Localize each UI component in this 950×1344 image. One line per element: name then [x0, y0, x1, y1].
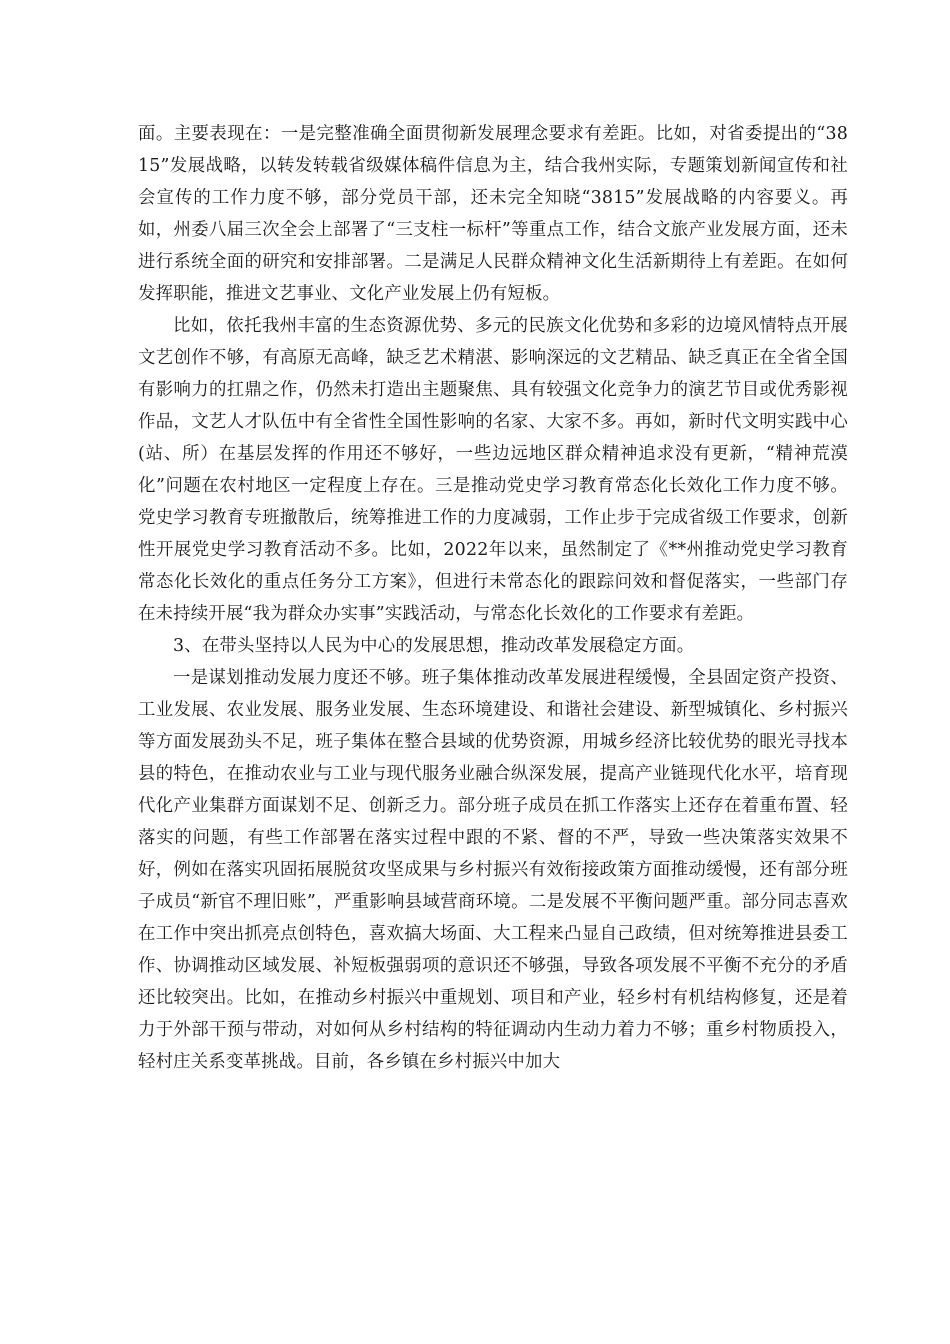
- paragraph-continuation: 面。主要表现在：一是完整准确全面贯彻新发展理念要求有差距。比如，对省委提出的“3815”发展战略，以转发转载省级媒体稿件信息为主，结合我州实际，专题策划新闻宣传和社会宣传的工作力度不够，部分党员干部，还未完全知晓“3815”发展战略的内容要义。再如，州委八届三次全会上部署了“三支柱一标杆”等重点工作，结合文旅产业发展方面，还未进行系统全面的研究和安排部署。二是满足人民群众精神文化生活新期待上有差距。在如何发挥职能，推进文艺事业、文化产业发展上仍有短板。: [138, 124, 848, 304]
- document-body: [138, 118, 848, 1078]
- section-heading-3: 3、在带头坚持以人民为中心的发展思想，推动改革发展稳定方面。: [173, 636, 695, 656]
- paragraph-culture-examples: 比如，依托我州丰富的生态资源优势、多元的民族文化优势和多彩的边境风情特点开展文艺创作不够，有高原无高峰，缺乏艺术精湛、影响深远的文艺精品、缺乏真正在全省全国有影响力的扛鼎之作，仍然未打造出主题聚焦、具有较强文化竞争力的演艺节目或优秀影视作品，文艺人才队伍中有全省性全国性影响的名家、大家不多。再如，新时代文明实践中心(站、所）在基层发挥的作用还不够好，一些边远地区群众精神追求没有更新，“精神荒漠化”问题在农村地区一定程度上存在。三是推动党史学习教育常态化长效化工作力度不够。党史学习教育专班撤散后，统筹推进工作的力度减弱，工作止步于完成省级工作要求，创新性开展党史学习教育活动不多。比如，2022年以来，虽然制定了《**州推动党史学习教育常态化长效化的重点任务分工方案》，但进行未常态化的跟踪问效和督促落实，一些部门存在未持续开展“我为群众办实事”实践活动，与常态化长效化的工作要求有差距。: [138, 316, 848, 624]
- paragraph-development: 一是谋划推动发展力度还不够。班子集体推动改革发展进程缓慢，全县固定资产投资、工业发展、农业发展、服务业发展、生态环境建设、和谐社会建设、新型城镇化、乡村振兴等方面发展劲头不足，班子集体在整合县域的优势资源，用城乡经济比较优势的眼光寻找本县的特色，在推动农业与工业与现代服务业融合纵深发展，提高产业链现代化水平，培育现代化产业集群方面谋划不足、创新乏力。部分班子成员在抓工作落实上还存在着重布置、轻落实的问题，有些工作部署在落实过程中跟的不紧、督的不严，导致一些决策落实效果不好，例如在落实巩固拓展脱贫攻坚成果与乡村振兴有效衔接政策方面推动缓慢，还有部分班子成员“新官不理旧账”，严重影响县域营商环境。二是发展不平衡问题严重。部分同志喜欢在工作中突出抓亮点创特色，喜欢搞大场面、大工程来凸显自己政绩，但对统筹推进县委工作、协调推动区域发展、补短板强弱项的意识还不够强，导致各项发展不平衡不充分的矛盾还比较突出。比如，在推动乡村振兴中重规划、项目和产业，轻乡村有机结构修复，还是着力于外部干预与带动，对如何从乡村结构的特征调动内生动力着力不够；重乡村物质投入，轻村庄关系变革挑战。目前，各乡镇在乡村振兴中加大: [138, 668, 848, 1072]
